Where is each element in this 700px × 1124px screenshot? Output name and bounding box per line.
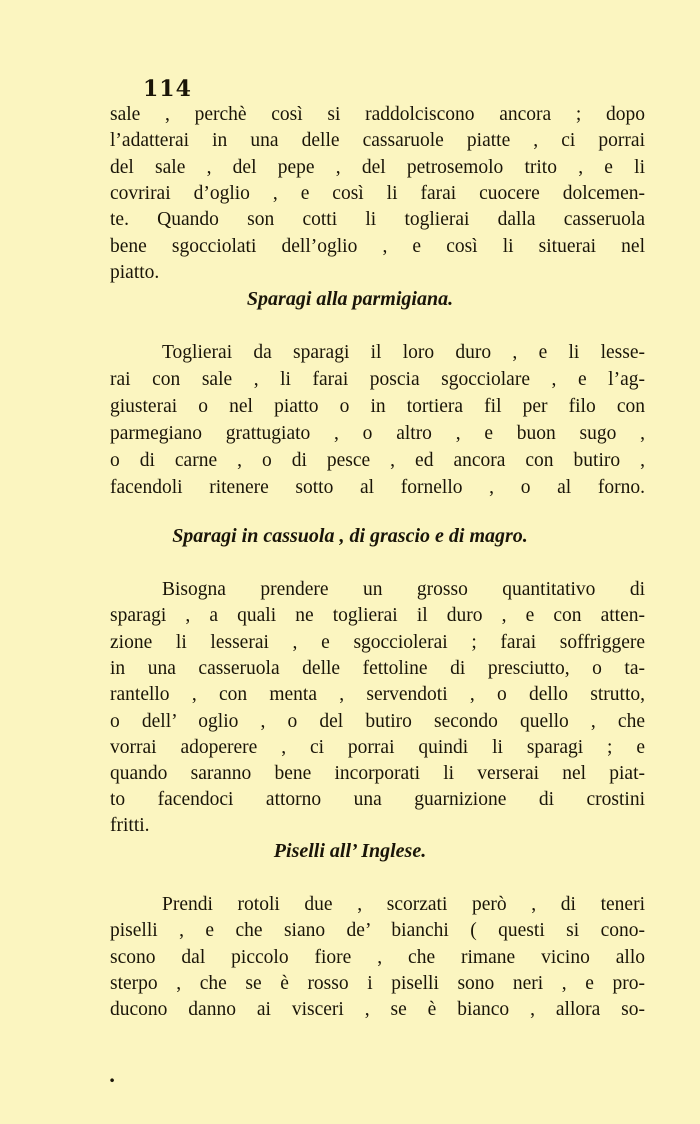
- text-line: o dell’ oglio , o del butiro secondo quello , che: [110, 711, 645, 732]
- text-line: te. Quando son cotti li toglierai dalla casseruola: [110, 209, 645, 230]
- text-line: giusterai o nel piatto o in tortiera fil per filo con: [110, 396, 645, 417]
- section-heading: Sparagi in cassuola , di grascio e di magro.: [172, 525, 528, 547]
- text-line: sterpo , che se è rosso i piselli sono neri , e pro-: [110, 973, 645, 994]
- text-line: bene sgocciolati dell’oglio , e così li situerai nel: [110, 236, 645, 257]
- text-line: Toglierai da sparagi il loro duro , e li lesse-: [162, 342, 645, 363]
- text-line: rai con sale , li farai poscia sgocciolare , e l’ag-: [110, 369, 645, 390]
- text-line: to facendoci attorno una guarnizione di crostini: [110, 789, 645, 810]
- text-line: parmegiano grattugiato , o altro , e buon sugo ,: [110, 423, 645, 444]
- text-line: sale , perchè così si raddolciscono ancora ; dopo: [110, 104, 645, 125]
- page-number: 114: [143, 76, 192, 102]
- text-line: l’adatterai in una delle cassaruole piatte , ci porrai: [110, 130, 645, 151]
- printer-mark: ∙: [109, 1073, 116, 1087]
- text-line: scono dal piccolo fiore , che rimane vicino allo: [110, 947, 645, 968]
- text-line: Prendi rotoli due , scorzati però , di teneri: [162, 894, 645, 915]
- text-line: piselli , e che siano de’ bianchi ( questi si cono-: [110, 920, 645, 941]
- section-heading: Sparagi alla parmigiana.: [246, 288, 454, 310]
- text-line: rantello , con menta , servendoti , o dello strutto,: [110, 684, 645, 705]
- text-line: facendoli ritenere sotto al fornello , o al forno.: [110, 477, 645, 498]
- text-line: covrirai d’oglio , e così li farai cuocere dolcemen-: [110, 183, 645, 204]
- text-line: o di carne , o di pesce , ed ancora con butiro ,: [110, 450, 645, 471]
- text-line: quando saranno bene incorporati li verserai nel piat-: [110, 763, 645, 784]
- section-heading: Piselli all’ Inglese.: [273, 840, 427, 862]
- text-line: in una casseruola delle fettoline di presciutto, o ta-: [110, 658, 645, 679]
- text-line: piatto.: [110, 262, 160, 283]
- text-line: vorrai adoperere , ci porrai quindi li sparagi ; e: [110, 737, 645, 758]
- text-line: Bisogna prendere un grosso quantitativo di: [162, 579, 645, 600]
- text-line: sparagi , a quali ne toglierai il duro , e con atten-: [110, 605, 645, 626]
- text-line: ducono danno ai visceri , se è bianco , allora so-: [110, 999, 645, 1020]
- text-line: zione li lesserai , e sgocciolerai ; farai soffriggere: [110, 632, 645, 653]
- text-line: del sale , del pepe , del petrosemolo trito , e li: [110, 157, 645, 178]
- text-line: fritti.: [110, 815, 150, 836]
